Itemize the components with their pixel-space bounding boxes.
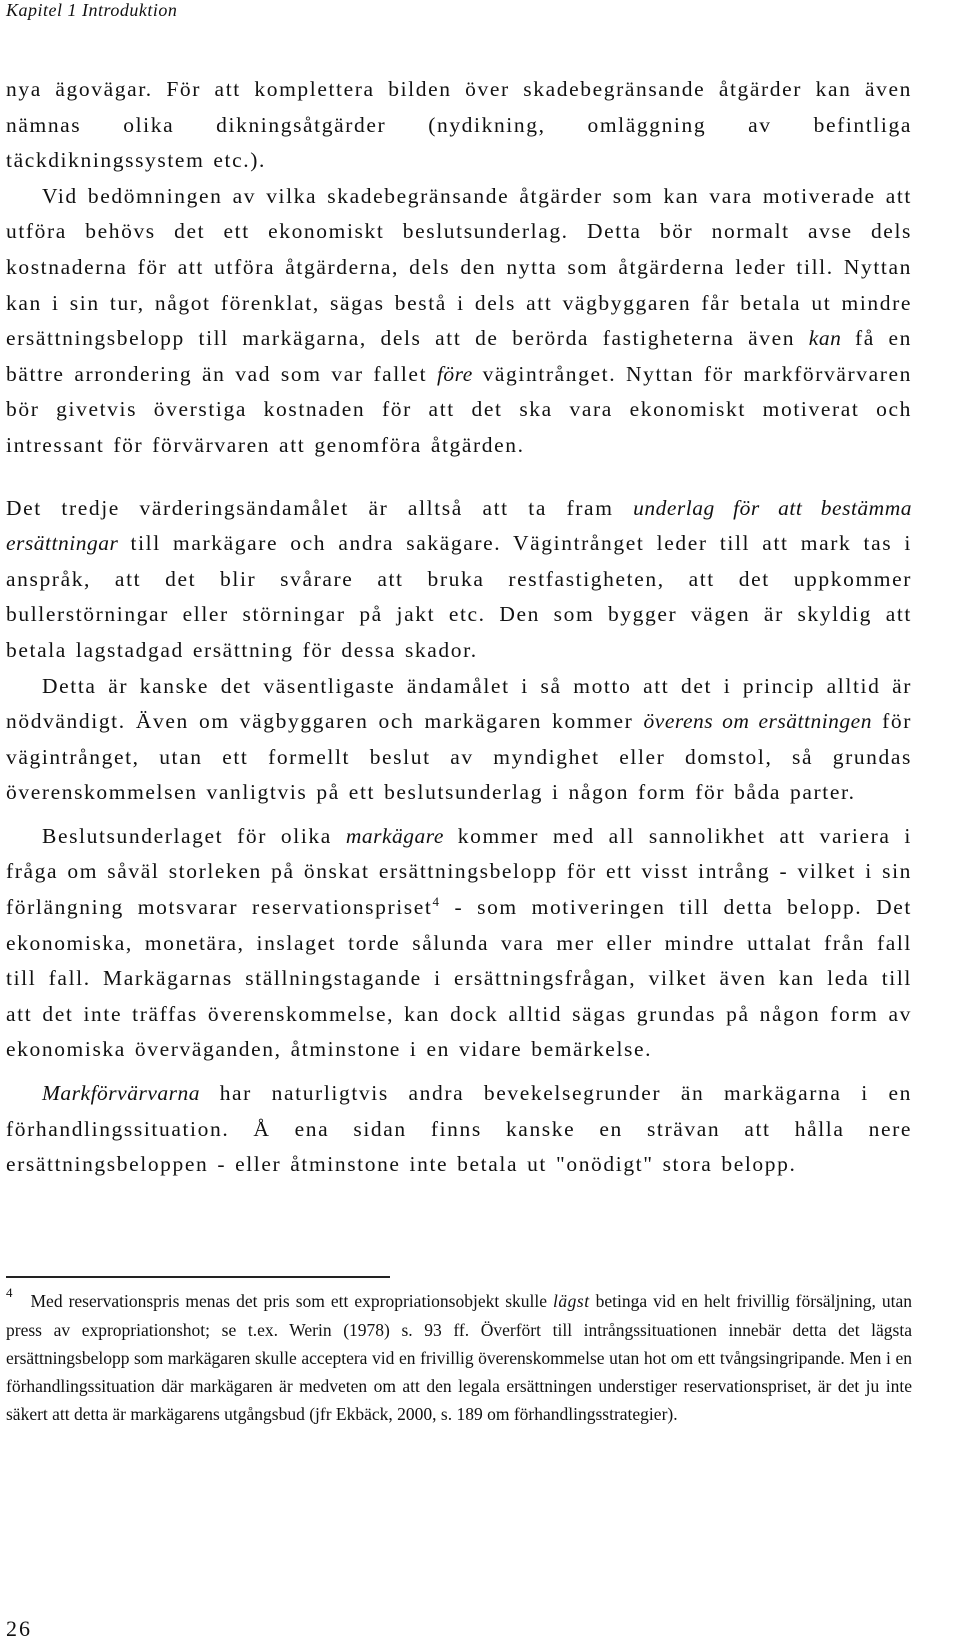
paragraph-6: [6, 1076, 912, 1183]
footnote: [6, 1285, 913, 1429]
paragraph-3-pre: Det tredje värderingsändamålet är alltså att ta fram: [6, 495, 634, 520]
emphasis-underlag: underlag för att bestämma ersättningar: [6, 495, 912, 556]
paragraph-1: [6, 72, 912, 179]
emphasis-markagare: markägare: [345, 823, 444, 848]
paragraph-5: [6, 819, 912, 1068]
footnote-pre: Med reservationspris menas det pris som ett expropriationsobjekt skulle: [30, 1291, 554, 1311]
emphasis-overens: överens om ersättningen: [643, 709, 872, 734]
emphasis-fore: före: [436, 361, 473, 386]
paragraph-4: [6, 669, 912, 811]
emphasis-markforvarvarna: Markförvärvarna: [42, 1081, 200, 1106]
footnote-reference: 4: [432, 894, 441, 910]
paragraph-4-pre: Detta är kanske det väsentligaste ändamålet i så motto att det i princip alltid är nödvändigt. Även om vägbyggaren och markägaren kommer: [6, 673, 912, 734]
running-header: Kapitel 1 Introduktion: [6, 0, 178, 20]
paragraph-2-tail: vägintrånget. Nyttan för markförvärvaren bör givetvis överstiga kostnaden för att det ska vara ekonomiskt motiverat och intressant för förvärvaren att genomföra åtgärden.: [6, 361, 912, 457]
paragraph-5-post: - som motiveringen till detta belopp. Det ekonomiska, monetära, inslaget torde sålunda vara mer eller mindre uttalat från fall till fall. Markägarnas ställningstagande i ersättningsfrågan, vilket även kan leda till att det inte träffas överenskommelse, kan dock alltid sägas grundas på någon form av ekonomiska överväganden, åtminstone i en vidare bemärkelse.: [6, 895, 912, 1062]
emphasis-lagst: lägst: [553, 1291, 590, 1311]
paragraph-3-post: till markägare och andra sakägare. Vägintrånget leder till att mark tas i anspråk, att det blir svårare att bruka restfastigheten, att det uppkommer bullerstörningar eller störningar på jakt etc. Den som bygger vägen är skyldig att betala lagstadgad ersättning för dessa skador.: [6, 531, 912, 662]
footnote-post: betinga vid en helt frivillig försäljning, utan press av expropriationshot; se t.ex. Werin (1978) s. 93 ff. Överfört till intrångssituationen innebär detta det lägsta ersättningsbelopp som markägaren skulle acceptera vid en frivillig överenskommelse utan hot om ett tvångsingripande. Men i en förhandlingssituation där markägaren är medveten om att den legala ersättningen understiger reservationspriset, är det ju inte säkert att detta är markägarens utgångsbud (jfr Ekbäck, 2000, s. 189 om förhandlingsstrategier).: [6, 1291, 913, 1424]
paragraph-5-mid: kommer med all sannolikhet att variera i fråga om såväl storleken på önskat ersättningsbelopp för ett visst intrång - vilket i sin förlängning motsvarar reservationspriset: [6, 823, 912, 920]
paragraph-6-post: har naturligtvis andra bevekelsegrunder än markägarna i en förhandlingssituation. Å ena sidan finns kanske en strävan att hålla nere ersättningsbeloppen - eller åtminstone inte betala ut "onödigt" stora belopp.: [6, 1081, 912, 1177]
footnote-marker: 4: [6, 1285, 13, 1300]
footnote-text: [6, 1285, 913, 1429]
paragraph-4-post: för vägintrånget, utan ett formellt beslut av myndighet eller domstol, så grundas överenskommelsen vanligtvis på ett beslutsunderlag i någon form för båda parter.: [6, 709, 912, 805]
footnote-divider: [6, 1276, 390, 1278]
emphasis-kan: kan: [808, 326, 842, 351]
paragraph-2-text: Vid bedömningen av vilka skadebegränsande åtgärder som kan vara motiverade att utföra behövs det ett ekonomiskt beslutsunderlag. Detta bör normalt avse dels kostnaderna för att utföra åtgärderna, dels den nytta som åtgärderna leder till. Nyttan kan i sin tur, något förenklat, sägas bestå i dels att vägbyggaren får betala ut mindre ersättningsbelopp till markägarna, dels att de berörda fastigheterna även: [6, 183, 912, 351]
page-number: 26: [6, 1616, 32, 1641]
paragraph-1-text: nya ägovägar. För att komplettera bilden över skadebegränsande åtgärder kan även nämnas olika dikningsåtgärder (nydikning, omläggning av befintliga täckdikningssystem etc.).: [6, 77, 912, 173]
body-text: [6, 72, 912, 1183]
paragraph-3: [6, 491, 912, 669]
paragraph-2-mid: få en bättre arrondering än vad som var fallet: [6, 326, 912, 386]
paragraph-5-pre: Beslutsunderlaget för olika: [42, 823, 346, 848]
paragraph-2: [6, 179, 912, 464]
